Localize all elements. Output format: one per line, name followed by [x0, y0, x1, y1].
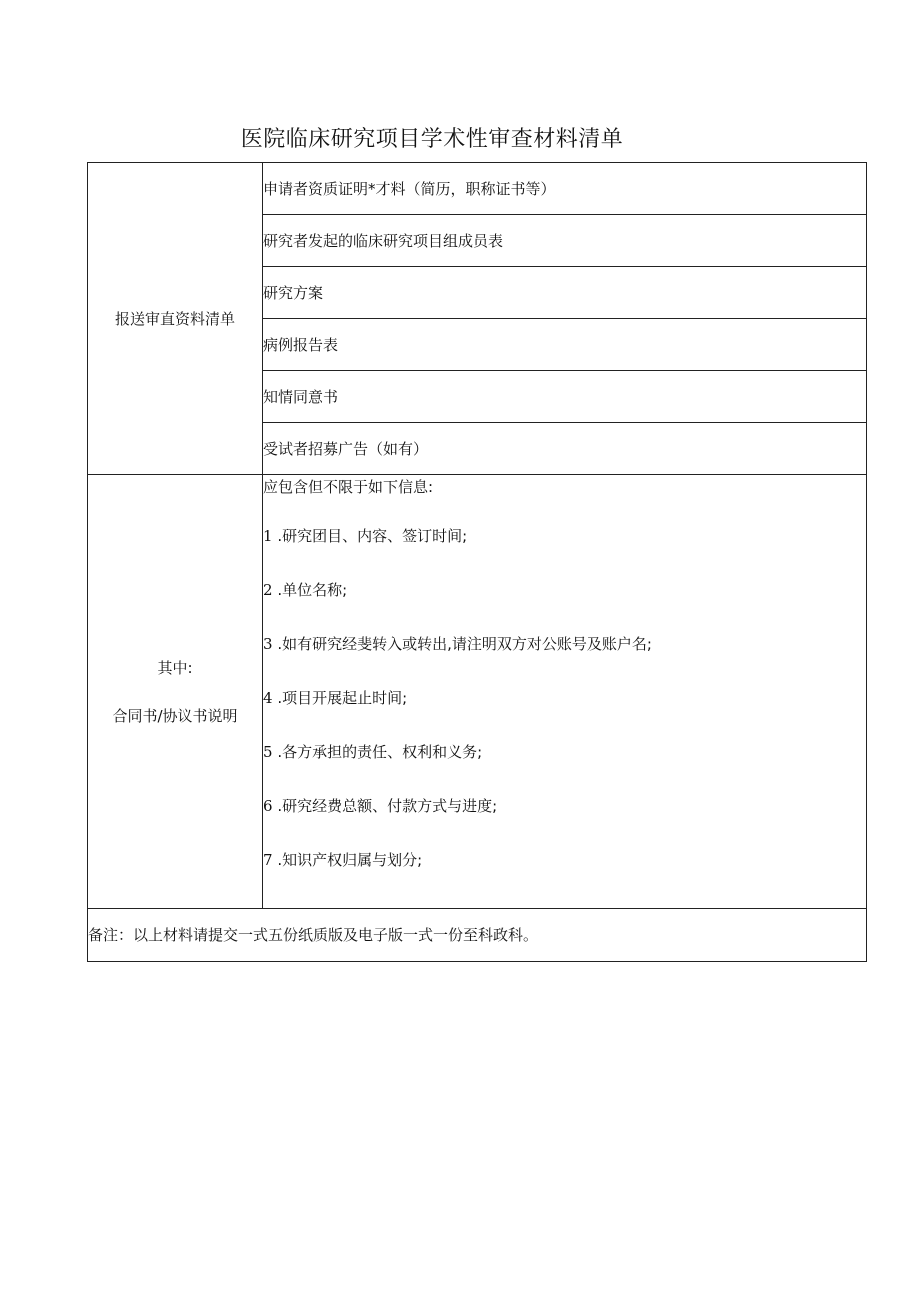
contract-label-line2: 合同书/协议书说明 [112, 706, 238, 725]
contract-label-cell [88, 475, 263, 909]
contract-point [263, 635, 866, 653]
point-number: 3 [263, 635, 273, 653]
point-text: .如有研究经斐转入或转出,请注明双方对公账号及账户名; [277, 635, 652, 653]
contract-point [263, 851, 866, 869]
submission-label-cell [88, 163, 263, 475]
point-text: .研究团目、内容、签订时间; [277, 527, 468, 545]
contract-point [263, 581, 866, 599]
point-number: 5 [263, 743, 273, 761]
point-number: 4 [263, 689, 273, 707]
submission-item: 研究者发起的临床研究项目组成员表 [263, 215, 867, 267]
contract-point [263, 527, 866, 545]
table-row [88, 909, 867, 962]
submission-item: 申请者资质证明*才料（简历，职称证书等） [263, 163, 867, 215]
contract-point [263, 689, 866, 707]
contract-details-cell [263, 475, 867, 909]
submission-item: 受试者招募广告（如有） [263, 423, 867, 475]
checklist-table [87, 162, 867, 962]
table-row [88, 475, 867, 909]
point-text: .单位名称; [277, 581, 348, 599]
contract-label-line1: 其中: [157, 658, 193, 677]
point-text: .项目开展起止时间; [277, 689, 408, 707]
submission-item: 研究方案 [263, 267, 867, 319]
point-text: .各方承担的责任、权利和义务; [277, 743, 483, 761]
remarks-note: 备注：以上材料请提交一式五份纸质版及电子版一式一份至科政科。 [88, 909, 867, 962]
submission-label: 报送审直资料清单 [114, 309, 235, 328]
point-number: 7 [263, 851, 273, 869]
point-number: 1 [263, 527, 273, 545]
label-spacer [88, 677, 262, 707]
point-text: .研究经费总额、付款方式与进度; [277, 797, 498, 815]
submission-item: 病例报告表 [263, 319, 867, 371]
contract-intro: 应包含但不限于如下信息: [263, 478, 434, 496]
table-row [88, 163, 867, 215]
point-number: 2 [263, 581, 273, 599]
point-text: .知识产权归属与划分; [277, 851, 423, 869]
submission-item: 知情同意书 [263, 371, 867, 423]
contract-point [263, 797, 866, 815]
page-title: 医院临床研究项目学术性审查材料清单 [240, 127, 624, 152]
contract-point [263, 743, 866, 761]
point-number: 6 [263, 797, 273, 815]
